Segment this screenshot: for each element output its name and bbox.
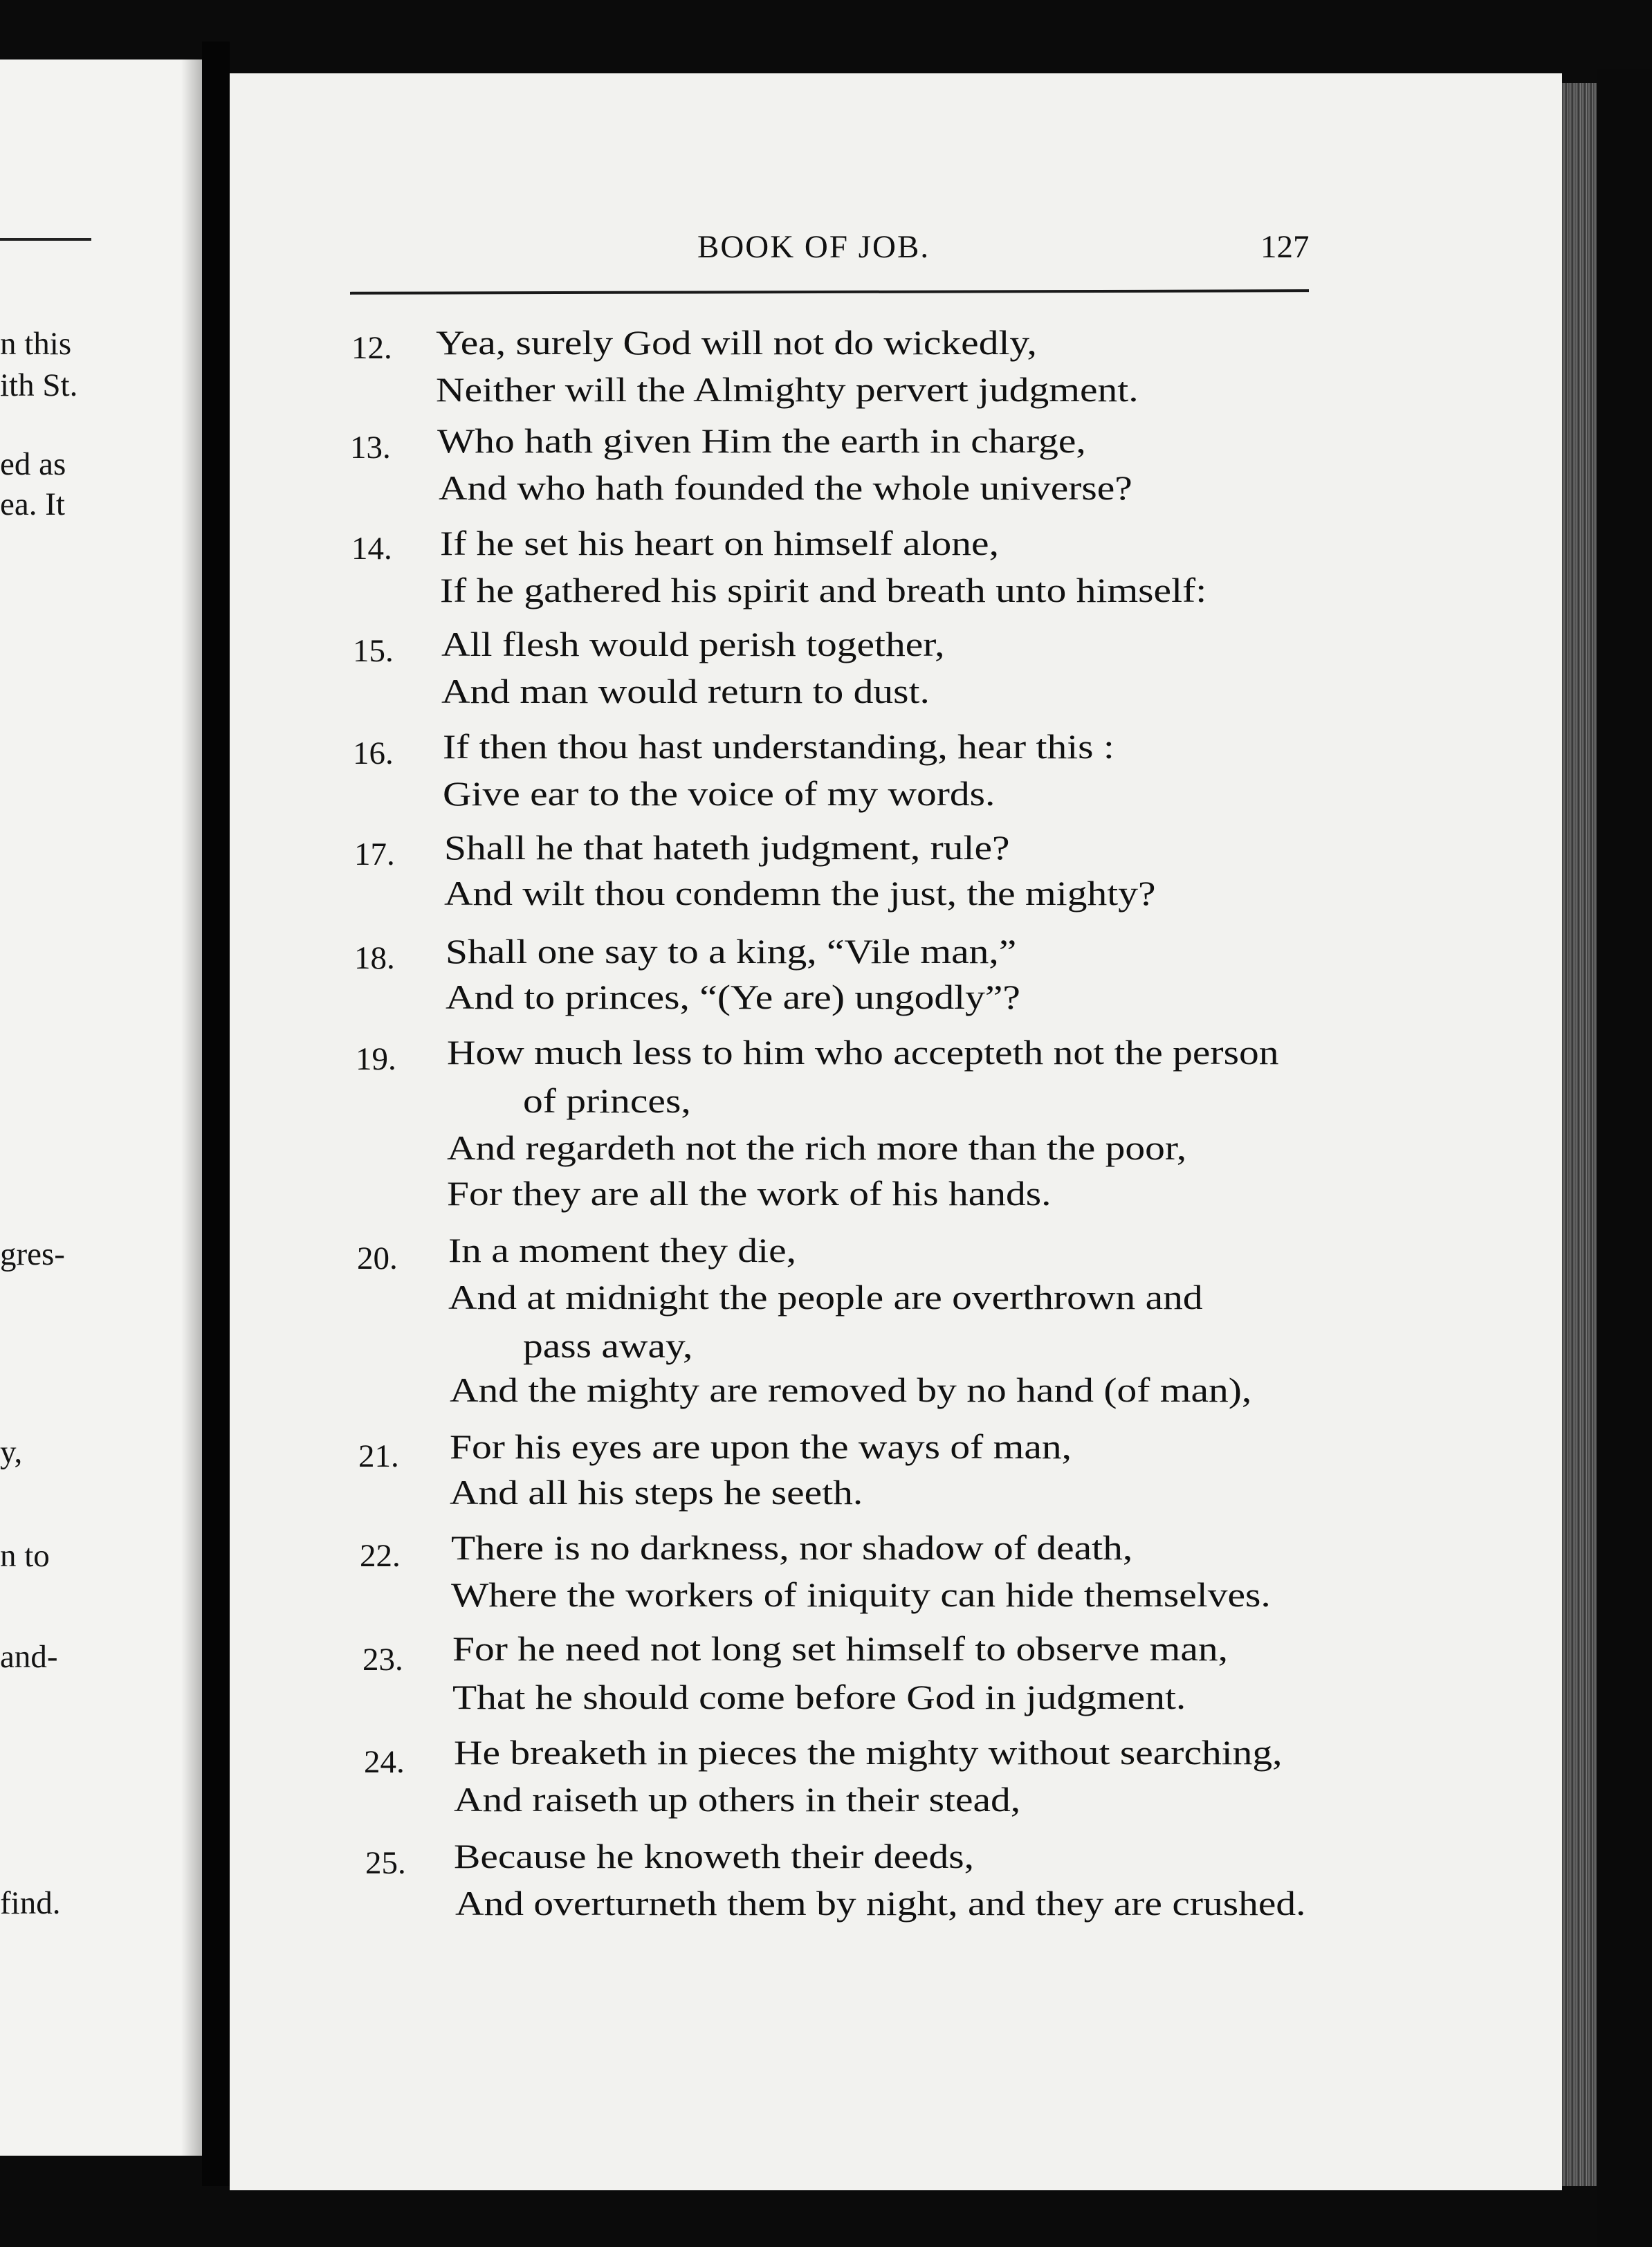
verse-line: If he gathered his spirit and breath unto himself:	[440, 571, 1207, 609]
verse-number: 12.	[351, 330, 392, 366]
verse-line: There is no darkness, nor shadow of death,	[451, 1528, 1133, 1567]
verse-line: And regardeth not the rich more than the poor,	[447, 1128, 1187, 1167]
verse-line: That he should come before God in judgment.	[452, 1678, 1186, 1716]
verse-line: of princes,	[523, 1081, 691, 1120]
verse-number: 16.	[353, 735, 394, 771]
verse-number: 18.	[354, 940, 395, 976]
verse-line: And overturneth them by night, and they are crushed.	[455, 1884, 1306, 1923]
verse-line: And the mighty are removed by no hand (of man),	[450, 1370, 1252, 1409]
page-edges	[1562, 83, 1597, 2186]
left-page-fragment: ith St.	[0, 367, 78, 403]
left-page-fragment: gres-	[0, 1236, 65, 1272]
verse-line: And at midnight the people are overthrown and	[448, 1278, 1203, 1317]
verse-line: If he set his heart on himself alone,	[440, 524, 999, 562]
verse-number: 17.	[354, 836, 395, 872]
verse-line: All flesh would perish together,	[441, 625, 945, 663]
left-page-fragment: y,	[0, 1434, 23, 1470]
verse-line: He breaketh in pieces the mighty without searching,	[454, 1733, 1283, 1772]
verse-number: 19.	[356, 1041, 396, 1077]
verse-number: 14.	[351, 531, 392, 567]
verse-number: 13.	[350, 430, 391, 466]
left-page-fragment: n this	[0, 326, 72, 362]
verse-line: For his eyes are upon the ways of man,	[450, 1427, 1072, 1466]
left-page-fragment: and-	[0, 1639, 58, 1675]
verse-number: 21.	[358, 1438, 399, 1474]
left-page-fragment: n to	[0, 1538, 50, 1574]
verse-line: And man would return to dust.	[441, 672, 930, 710]
verse-line: And raiseth up others in their stead,	[454, 1780, 1021, 1819]
page-number: 127	[1260, 229, 1310, 265]
verse-line: For they are all the work of his hands.	[447, 1174, 1052, 1213]
verse-line: pass away,	[523, 1326, 693, 1365]
verse-number: 25.	[365, 1845, 406, 1881]
verse-line: And all his steps he seeth.	[450, 1473, 863, 1512]
left-page-fragment: find.	[0, 1885, 61, 1921]
verse-number: 22.	[360, 1538, 401, 1574]
verse-line: Shall one say to a king, “Vile man,”	[446, 932, 1017, 971]
left-page-fragment: ed as	[0, 446, 66, 482]
left-page-rule	[0, 238, 91, 241]
verse-line: And to princes, “(Ye are) ungodly”?	[446, 978, 1020, 1016]
verse-line: Give ear to the voice of my words.	[443, 774, 995, 813]
verse-line: Neither will the Almighty pervert judgment.	[436, 370, 1139, 409]
verse-line: Who hath given Him the earth in charge,	[437, 421, 1086, 460]
verse-line: If then thou hast understanding, hear this :	[443, 727, 1114, 766]
verse-number: 15.	[353, 633, 394, 669]
verse-line: Yea, surely God will not do wickedly,	[436, 323, 1037, 362]
verse-line: How much less to him who accepteth not the person	[447, 1033, 1279, 1072]
left-page-fragment: ea. It	[0, 486, 65, 522]
verse-line: And who hath founded the whole universe?	[439, 468, 1132, 507]
verse-line: For he need not long set himself to observe man,	[452, 1629, 1229, 1668]
book-binding	[202, 42, 230, 2186]
running-head: BOOK OF JOB.	[697, 229, 930, 265]
verse-line: Where the workers of iniquity can hide themselves.	[451, 1575, 1271, 1614]
verse-number: 24.	[364, 1744, 405, 1780]
verse-number: 23.	[362, 1642, 403, 1678]
verse-line: Because he knoweth their deeds,	[454, 1837, 975, 1875]
background-edge	[1597, 69, 1652, 2247]
gutter-shadow	[181, 59, 202, 2156]
verse-line: Shall he that hateth judgment, rule?	[444, 828, 1010, 867]
verse-line: And wilt thou condemn the just, the mighty?	[444, 874, 1156, 912]
verse-number: 20.	[357, 1240, 398, 1276]
verse-line: In a moment they die,	[448, 1231, 796, 1269]
